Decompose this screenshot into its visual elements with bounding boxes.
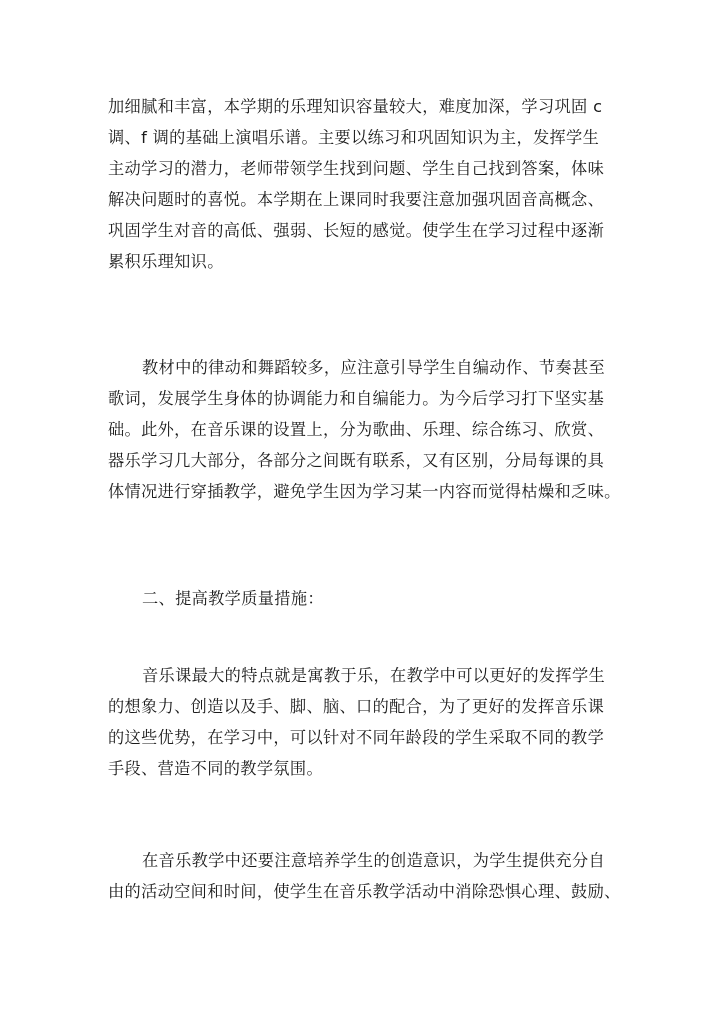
paragraph-rhythm-dance — [108, 352, 621, 507]
text-line: 主动学习的潜力，老师带领学生找到问题、学生自己找到答案，体味 — [108, 159, 605, 178]
text-line: 础。此外，在音乐课的设置上，分为歌曲、乐理、综合练习、欣赏、 — [108, 420, 605, 439]
text-line: 解决问题时的喜悦。本学期在上课同时我要注意加强巩固音高概念、 — [108, 190, 605, 209]
paragraph-teaching-fun — [108, 660, 616, 784]
heading-line: 二、提高教学质量措施： — [142, 589, 324, 608]
section-heading — [108, 583, 616, 614]
text-line: 音乐课最大的特点就是寓教于乐，在教学中可以更好的发挥学生 — [142, 666, 606, 685]
text-line: 手段、营造不同的教学氛围。 — [108, 759, 323, 778]
text-line: 累积乐理知识。 — [108, 252, 224, 271]
paragraph-creativity — [108, 845, 621, 907]
text-line: 在音乐教学中还要注意培养学生的创造意识，为学生提供充分自 — [142, 851, 606, 870]
text-line: 歌词，发展学生身体的协调能力和自编能力。为今后学习打下坚实基 — [108, 389, 605, 408]
text-line: 的想象力、创造以及手、脚、脑、口的配合，为了更好的发挥音乐课 — [108, 697, 605, 716]
paragraph-music-theory — [108, 91, 616, 277]
text-line: 器乐学习几大部分，各部分之间既有联系，又有区别，分局每课的具 — [108, 451, 605, 470]
text-line: 调、f 调的基础上演唱乐谱。主要以练习和巩固知识为主，发挥学生 — [108, 128, 600, 147]
text-line: 巩固学生对音的高低、强弱、长短的感觉。使学生在学习过程中逐渐 — [108, 221, 605, 240]
text-line: 加细腻和丰富，本学期的乐理知识容量较大，难度加深，学习巩固 c — [108, 97, 603, 116]
text-line: 教材中的律动和舞蹈较多，应注意引导学生自编动作、节奏甚至 — [142, 358, 606, 377]
text-line: 体情况进行穿插教学，避免学生因为学习某一内容而觉得枯燥和乏味。 — [108, 482, 621, 501]
text-line: 的这些优势，在学习中，可以针对不同年龄段的学生采取不同的教学 — [108, 728, 605, 747]
text-line: 由的活动空间和时间，使学生在音乐教学活动中消除恐惧心理、鼓励、 — [108, 882, 621, 901]
